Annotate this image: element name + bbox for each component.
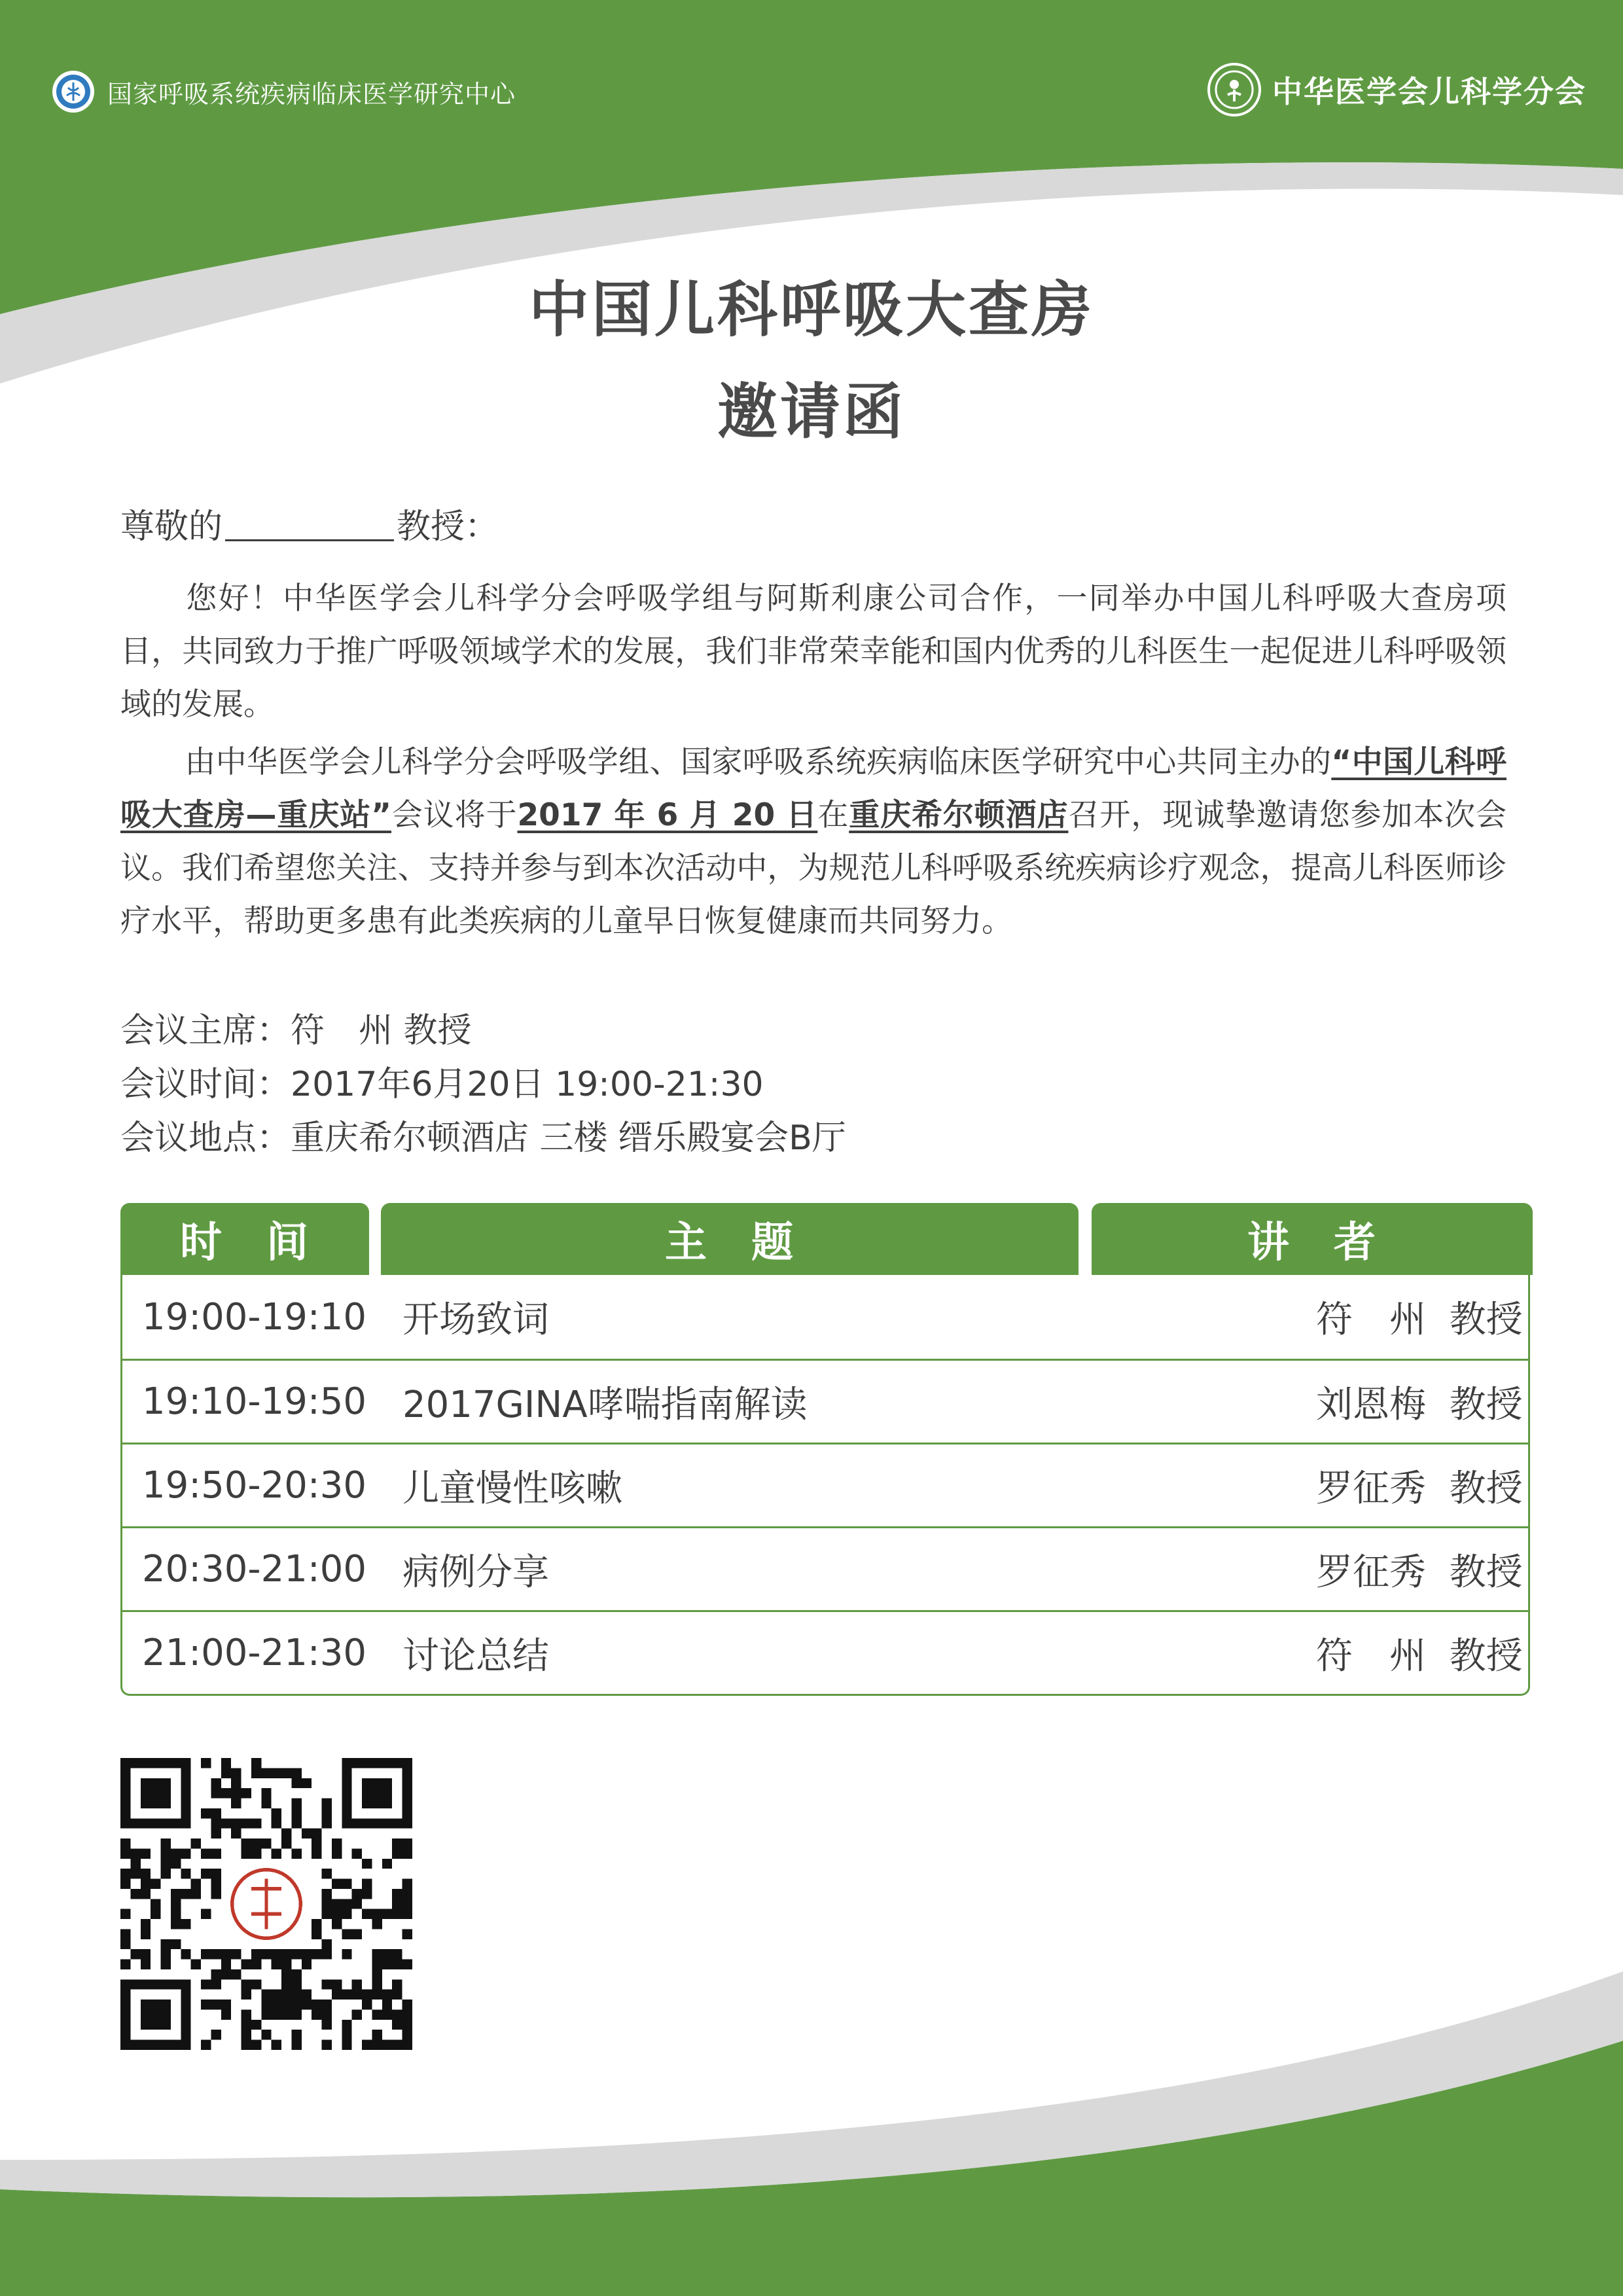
row-speaker: 刘恩梅 教授 [1316, 1383, 1523, 1426]
row-topic: 开场致词 [402, 1299, 549, 1341]
schedule-header-speaker: 讲 者 [1092, 1203, 1533, 1275]
greeting [120, 499, 499, 548]
page-subtitle: 邀请函 [717, 377, 906, 447]
schedule-header-time: 时 间 [120, 1203, 369, 1275]
row-time: 19:00-19:10 [142, 1295, 366, 1338]
row-time: 19:10-19:50 [142, 1380, 366, 1423]
header-left [51, 65, 516, 118]
schedule-row [122, 1526, 1528, 1610]
place-row [120, 1111, 846, 1165]
paragraph-intro-text: 您好！中华医学会儿科学分会呼吸学组与阿斯利康公司合作，一同举办中国儿科呼吸大查房项目，共同致力于推广呼吸领域学术的发展，我们非常荣幸能和国内优秀的儿科医生一起促进儿科呼吸领域的发展。 [120, 581, 1507, 723]
time-label: 会议时间： [120, 1065, 291, 1104]
seal-logo-icon [226, 1863, 306, 1944]
paragraph-details-text-d: 召开，现诚挚邀请您参加本次会议。我们希望您关注、支持并参与到本次活动中，为规范儿科呼吸系统疾病诊疗观念，提高儿科医师诊疗水平，帮助更多患有此类疾病的儿童早日恢复健康而共同努力。 [120, 797, 1507, 939]
event-date: 2017 年 6 月 20 日 [517, 797, 818, 833]
chair-row [120, 1004, 846, 1058]
row-speaker: 罗征秀 教授 [1316, 1467, 1523, 1510]
paragraph-details [120, 736, 1507, 948]
paragraph-intro [120, 572, 1507, 731]
qr-code-icon[interactable] [120, 1758, 412, 2050]
row-speaker: 符 州 教授 [1316, 1299, 1523, 1341]
place-value: 重庆希尔顿酒店 三楼 缙乐殿宴会B厅 [291, 1119, 846, 1158]
schedule-row [122, 1275, 1528, 1359]
place-label: 会议地点： [120, 1119, 291, 1158]
schedule-row [122, 1359, 1528, 1443]
greeting-suffix: 教授： [397, 507, 499, 547]
row-speaker: 符 州 教授 [1316, 1634, 1523, 1677]
event-venue: 重庆希尔顿酒店 [849, 797, 1069, 833]
time-value: 2017年6月20日 19:00-21:30 [291, 1065, 764, 1104]
left-org-name: 国家呼吸系统疾病临床医学研究中心 [107, 79, 516, 109]
paragraph-details-text-a: 由中华医学会儿科学分会呼吸学组、国家呼吸系统疾病临床医学研究中心共同主办的 [185, 744, 1332, 780]
page-title: 中国儿科呼吸大查房 [528, 275, 1094, 345]
chair-label: 会议主席： [120, 1011, 291, 1050]
right-org-name: 中华医学会儿科学分会 [1272, 74, 1586, 109]
row-time: 21:00-21:30 [142, 1632, 366, 1674]
paragraph-details-text-c: 在 [817, 797, 849, 833]
row-speaker: 罗征秀 教授 [1316, 1551, 1523, 1594]
name-blank [225, 505, 394, 541]
schedule-table [120, 1275, 1530, 1696]
row-topic: 讨论总结 [402, 1634, 549, 1677]
row-time: 20:30-21:00 [142, 1548, 366, 1590]
greeting-prefix: 尊敬的 [120, 507, 223, 547]
row-time: 19:50-20:30 [142, 1464, 366, 1507]
schedule-header-topic: 主 题 [381, 1203, 1079, 1275]
row-topic: 病例分享 [402, 1551, 549, 1594]
schedule-row [122, 1610, 1528, 1694]
header-right [1207, 60, 1586, 119]
time-row [120, 1058, 846, 1111]
paragraph-details-text-b: 会议将于 [391, 797, 518, 833]
pediatric-society-logo-icon [1207, 62, 1262, 117]
schedule-row [122, 1443, 1528, 1526]
chair-value: 符 州 教授 [291, 1011, 472, 1050]
row-topic: 儿童慢性咳嗽 [402, 1467, 622, 1510]
event-name: “中国儿科呼吸大查房—重庆站” [120, 744, 1507, 833]
research-center-logo-icon [51, 69, 96, 114]
meeting-info [120, 1004, 846, 1165]
row-topic: 2017GINA哮喘指南解读 [402, 1383, 808, 1426]
